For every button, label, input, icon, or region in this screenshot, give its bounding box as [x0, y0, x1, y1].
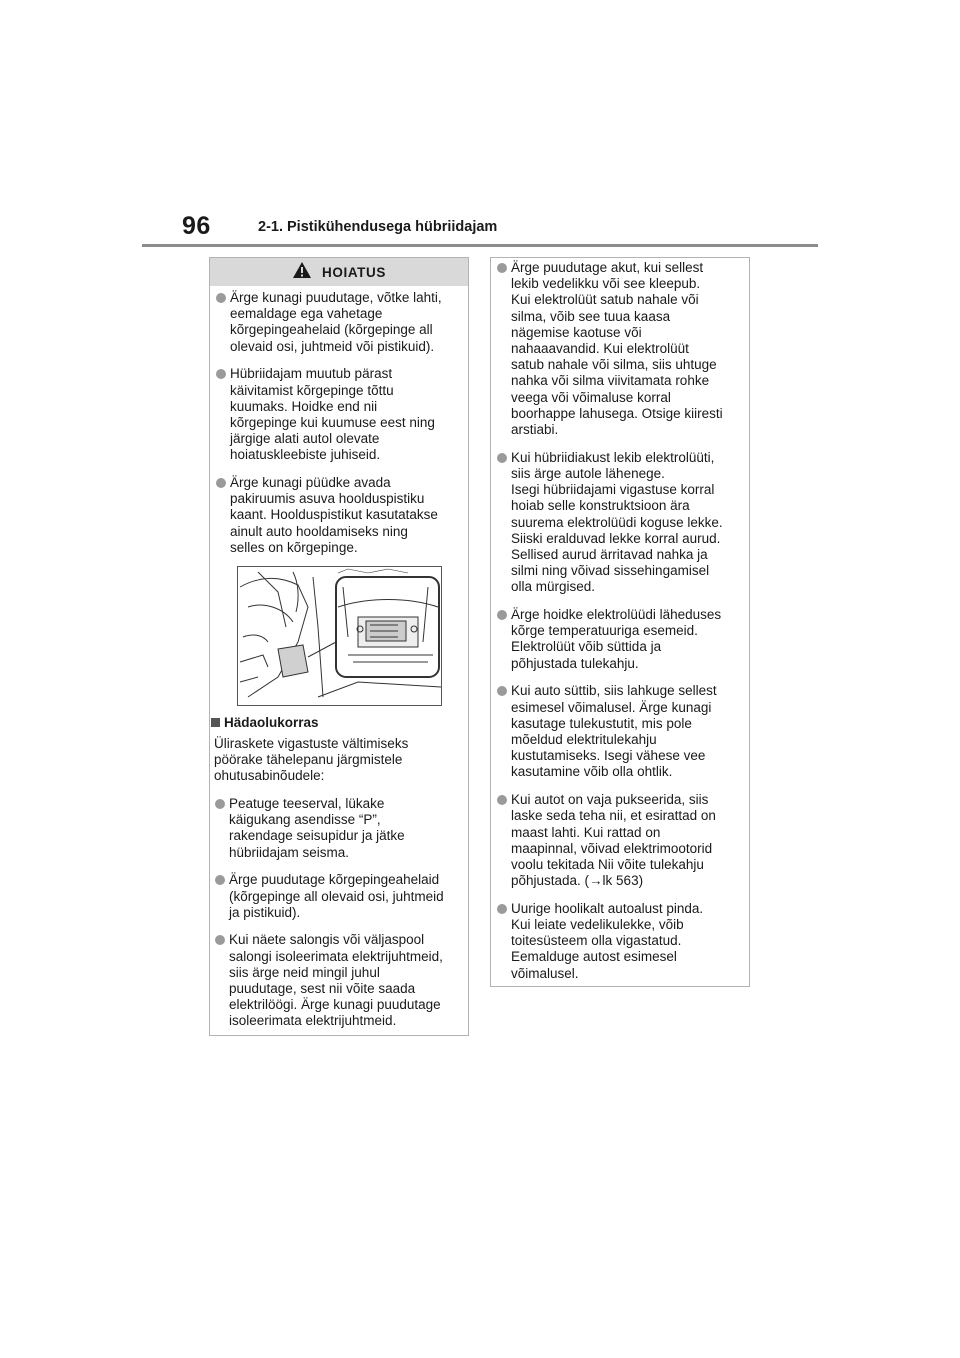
- list-item: Kui näete salongis või väljaspool salongi isoleerimata elektrijuhtmeid, siis ärge neid mingil juhul puudutage, sest nii võite saada elektrilöögi. Ärge kunagi puudutage isoleerimata elektrijuhtmeid.: [214, 932, 462, 1029]
- list-item: Peatuge teeserval, lükake käigukang asendisse “P”, rakendage seisupidur ja jätke hübriidajam seisma.: [214, 796, 462, 861]
- warning-list-right: [491, 258, 749, 982]
- list-item: Ärge kunagi puudutage, võtke lahti, eemaldage ega vahetage kõrgepingeahelaid (kõrgepinge all olevaid osi, juhtmeid või pistikuid).: [215, 290, 458, 355]
- list-item: Kui autot on vaja pukseerida, siis laske seda teha nii, et esirattad on maast lahti. Kui rattad on maapinnal, võivad elektrimootorid voolu tekitada Nii võite tulekahju põhjustada. (→lk 563): [496, 792, 739, 889]
- list-item: Kui hübriidiakust lekib elektrolüüti, siis ärge autole lähenege. Isegi hübriidajami vigastuse korral hoiab selle konstruktsioon ära suurema elektrolüüdi koguse lekke. Siiski eralduvad lekke korral aurud. Sellised aurud ärritavad nahka ja silmi ning võivad sissehingamisel olla mürgised.: [496, 450, 739, 596]
- list-item: Uurige hoolikalt autoalust pinda. Kui leiate vedelikulekke, võib toitesüsteem olla vigastatud. Eemalduge autost esimesel võimalusel.: [496, 901, 739, 982]
- emergency-intro: Üliraskete vigastuste vältimiseks pöörake tähelepanu järgmistele ohutusabinõudele:: [214, 736, 409, 784]
- list-item: Ärge hoidke elektrolüüdi läheduses kõrge temperatuuriga esemeid. Elektrolüüt võib süttida ja põhjustada tulekahju.: [496, 607, 739, 672]
- warning-header: [210, 258, 468, 286]
- list-item: Ärge puudutage akut, kui sellest lekib vedelikku või see kleepub. Kui elektrolüüt satub nahale või silma, võib see tuua kaasa nägemise kaotuse või nahaaavandid. Kui elektrolüüt satub nahale või silma, siis uhtuge nahka või silma viivitamata rohke veega või võimaluse korral boorhappe lahusega. Otsige kiiresti arstiabi.: [496, 260, 739, 438]
- list-item: Ärge kunagi püüdke avada pakiruumis asuva hoolduspistiku kaant. Hoolduspistikut kasutatakse ainult auto hooldamiseks ning selles on kõrgepinge.: [215, 475, 458, 556]
- list-item: Ärge puudutage kõrgepingeahelaid (kõrgepinge all olevaid osi, juhtmeid ja pistikuid).: [214, 872, 462, 921]
- list-item: Hübriidajam muutub pärast käivitamist kõrgepinge tõttu kuumaks. Hoidke end nii kõrgepinge kui kuumuse eest ning järgige alati autol olevate hoiatuskleebiste juhiseid.: [215, 366, 458, 463]
- square-bullet-icon: [211, 718, 220, 727]
- service-plug-illustration: [237, 566, 442, 706]
- list-item: Kui auto süttib, siis lahkuge sellest esimesel võimalusel. Ärge kunagi kasutage tulekustutit, mis pole mõeldud elektritulekahju kustutamiseks. Isegi vähese vee kasutamine võib olla ohtlik.: [496, 683, 739, 780]
- warning-triangle-icon: [292, 261, 312, 284]
- emergency-list: [214, 796, 462, 1041]
- emergency-heading: Hädaolukorras: [211, 715, 319, 730]
- header-rule: [142, 244, 818, 247]
- page-number: 96: [182, 212, 211, 240]
- warning-box-right: [490, 257, 750, 987]
- warning-list-left: [210, 286, 468, 556]
- chapter-title: 2-1. Pistikühendusega hübriidajam: [258, 219, 498, 235]
- warning-title: HOIATUS: [322, 264, 386, 280]
